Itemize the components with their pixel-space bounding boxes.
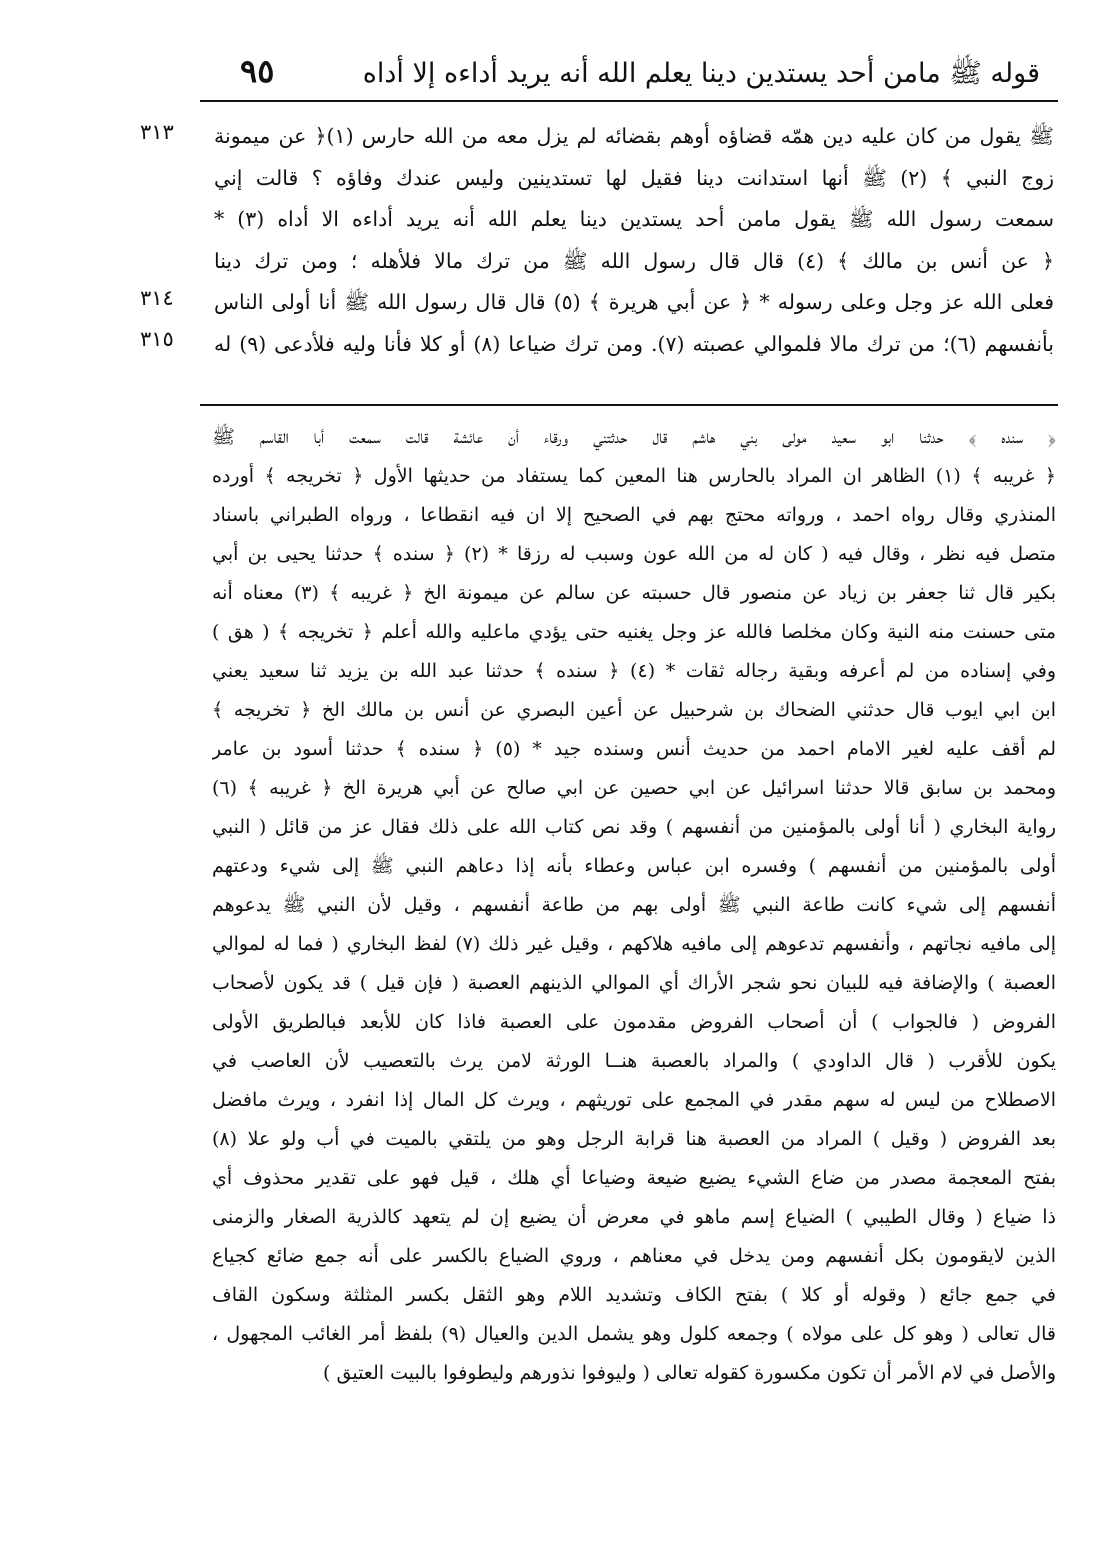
footnote-line: الاصطلاح من ليس له سهم مقدر في المجمع على توريثهم ، ويرث كل المال إذا انفرد ، ويرث مافضل	[212, 1089, 1056, 1111]
footnote-line: والأصل في لام الأمر أن تكون مكسورة كقوله تعالى ( وليوفوا نذورهم وليطوفوا بالبيت العتيق )	[323, 1362, 1056, 1384]
footnote-line: متصل فيه نظر ، وقال فيه ( كان له من الله عون وسبب له رزقا * (٢) ﴿ سنده ﴾ حدثنا يحيى بن أبي	[212, 543, 1056, 565]
header-divider	[200, 100, 1058, 102]
footnote-line: ذا ضياع ( وقال الطيبي ) الضياع إسم ماهو في معرض أن يضيع إن لم يتعهد كالذرية الصغار والزمنى	[212, 1206, 1056, 1228]
hadith-number-313: ٣١٣	[140, 120, 174, 144]
footnote-line: ﴿ سنده ﴾ حدثنا ابو سعيد مولى بني هاشم قال حدثتني ورقاء أن عائشة قالت سمعت أبا القاسم ﷺ	[212, 426, 1056, 448]
footnote-line: بعد الفروض ( وقيل ) المراد من العصبة هنا قرابة الرجل وهو من يلتقي بالميت في أب ولو علا (٨)	[212, 1128, 1056, 1150]
page-number: ٩٥	[240, 52, 275, 90]
page-header	[200, 50, 1040, 100]
hadith-line: زوج النبي ﴾ (٢) ﷺ أنها استدانت دينا فقيل لها تستدينين وليس عندك وفاؤه ؟ قالت إني	[214, 165, 1054, 190]
footnote-line: رواية البخاري ( أنا أولى بالمؤمنين من أنفسهم ) وقد نص كتاب الله على ذلك فقال عز من قائل ( النبي	[212, 816, 1056, 838]
footnote-line: إلى مافيه نجاتهم ، وأنفسهم تدعوهم إلى مافيه هلاكهم ، وقيل غير ذلك (٧) لفظ البخاري ( فما له لموالي	[212, 933, 1056, 955]
footnote-line: لم أقف عليه لغير الامام احمد من حديث أنس وسنده جيد * (٥) ﴿ سنده ﴾ حدثنا أسود بن عامر	[212, 738, 1056, 760]
footnote-line: ﴿ غريبه ﴾ (١) الظاهر ان المراد بالحارس هنا المعين كما يستفاد من حديثها الأول ﴿ تخريجه ﴾ أورده	[212, 465, 1056, 487]
footnote-divider	[200, 404, 1058, 406]
footnote-line: أنفسهم إلى شيء كانت طاعة النبي ﷺ أولى بهم من طاعة أنفسهم ، وقيل لأن النبي ﷺ يدعوهم	[212, 894, 1056, 916]
footnote-line: ومحمد بن سابق قالا حدثنا اسرائيل عن ابي حصين عن ابي صالح عن أبي هريرة الخ ﴿ غريبه ﴾ (٦)	[212, 777, 1056, 799]
footnote-line: يكون للأقرب ( قال الداودي ) والمراد بالعصبة هنــا الورثة لامن يرث بالتعصيب لأن العاصب في	[212, 1050, 1056, 1072]
hadith-line: بأنفسهم (٦)؛ من ترك مالا فلموالي عصبته (٧). ومن ترك ضياعا (٨) أو كلا فأنا وليه فلأدعى (٩) له	[214, 331, 1054, 356]
hadith-line: سمعت رسول الله ﷺ يقول مامن أحد يستدين دينا يعلم الله أنه يريد أداءه الا أداه (٣) *	[214, 207, 1054, 231]
footnotes	[212, 418, 1056, 1393]
hadith-number-314: ٣١٤	[140, 286, 174, 310]
footnote-line: بفتح المعجمة مصدر من ضاع الشيء يضيع ضيعة وضياعا أي هلك ، قيل فهو على تقدير محذوف أي	[212, 1167, 1056, 1189]
footnote-line: قال تعالى ( وهو كل على مولاه ) وجمعه كلول وهو يشمل الدين والعيال (٩) بلفظ أمر الغائب المجهول ،	[212, 1323, 1056, 1345]
footnote-line: أولى بالمؤمنين من أنفسهم ) وفسره ابن عباس وعطاء بأنه إذا دعاهم النبي ﷺ إلى شيء ودعتهم	[212, 855, 1056, 877]
hadith-line: ﴿ عن أنس بن مالك ﴾ (٤) قال قال رسول الله ﷺ من ترك مالا فلأهله ؛ ومن ترك دينا	[214, 248, 1054, 273]
hadith-number-315: ٣١٥	[140, 327, 174, 351]
running-title: قوله ﷺ مامن أحد يستدين دينا يعلم الله أنه يريد أداءه إلا أداه	[362, 58, 1040, 89]
footnote-line: المنذري وقال رواه احمد ، ورواته محتج بهم في الصحيح إلا ان فيه انقطاعا ، ورواه الطبراني باسناد	[212, 504, 1056, 526]
footnote-line: الذين لايقومون بكل أنفسهم ومن يدخل في معناهم ، وروي الضياع بالكسر على أنه جمع ضائع كجياع	[212, 1245, 1056, 1267]
footnote-line: بكير قال ثنا جعفر بن زياد عن منصور قال حسبته عن سالم عن ميمونة الخ ﴿ غريبه ﴾ (٣) معناه أنه	[212, 582, 1056, 604]
footnote-line: العصبة ) والإضافة فيه للبيان نحو شجر الأراك أي الموالي الذينهم العصبة ( فإن قيل ) قد يكون لأصحاب	[212, 972, 1056, 994]
footnote-line: وفي إسناده من لم أعرفه وبقية رجاله ثقات * (٤) ﴿ سنده ﴾ حدثنا عبد الله بن يزيد ثنا سعيد يعني	[212, 660, 1056, 682]
footnote-line: متى حسنت منه النية وكان مخلصا فالله عز وجل يغنيه حتى يؤدي ماعليه والله أعلم ﴿ تخريجه ﴾ ( هق )	[212, 621, 1056, 643]
hadith-line: فعلى الله عز وجل وعلى رسوله * ﴿ عن أبي هريرة ﴾ (٥) قال قال رسول الله ﷺ أنا أولى الناس	[214, 290, 1054, 314]
footnote-line: ابن ابي ايوب قال حدثني الضحاك بن شرحبيل عن أعين البصري عن أنس بن مالك الخ ﴿ تخريجه ﴾	[212, 699, 1056, 721]
hadith-line: ﷺ يقول من كان عليه دين همّه قضاؤه أوهم بقضائه لم يزل معه من الله حارس (١)﴿ عن ميمونة	[214, 124, 1054, 148]
footnote-line: في جمع جائع ( وقوله أو كلا ) بفتح الكاف وتشديد اللام وهو الثقل بكسر المثلثة وسكون القاف	[212, 1284, 1056, 1306]
hadith-text	[214, 116, 1054, 365]
footnote-line: الفروض ( فالجواب ) أن أصحاب الفروض مقدمون على العصبة فاذا كان للأبعد فبالطريق الأولى	[212, 1011, 1056, 1033]
